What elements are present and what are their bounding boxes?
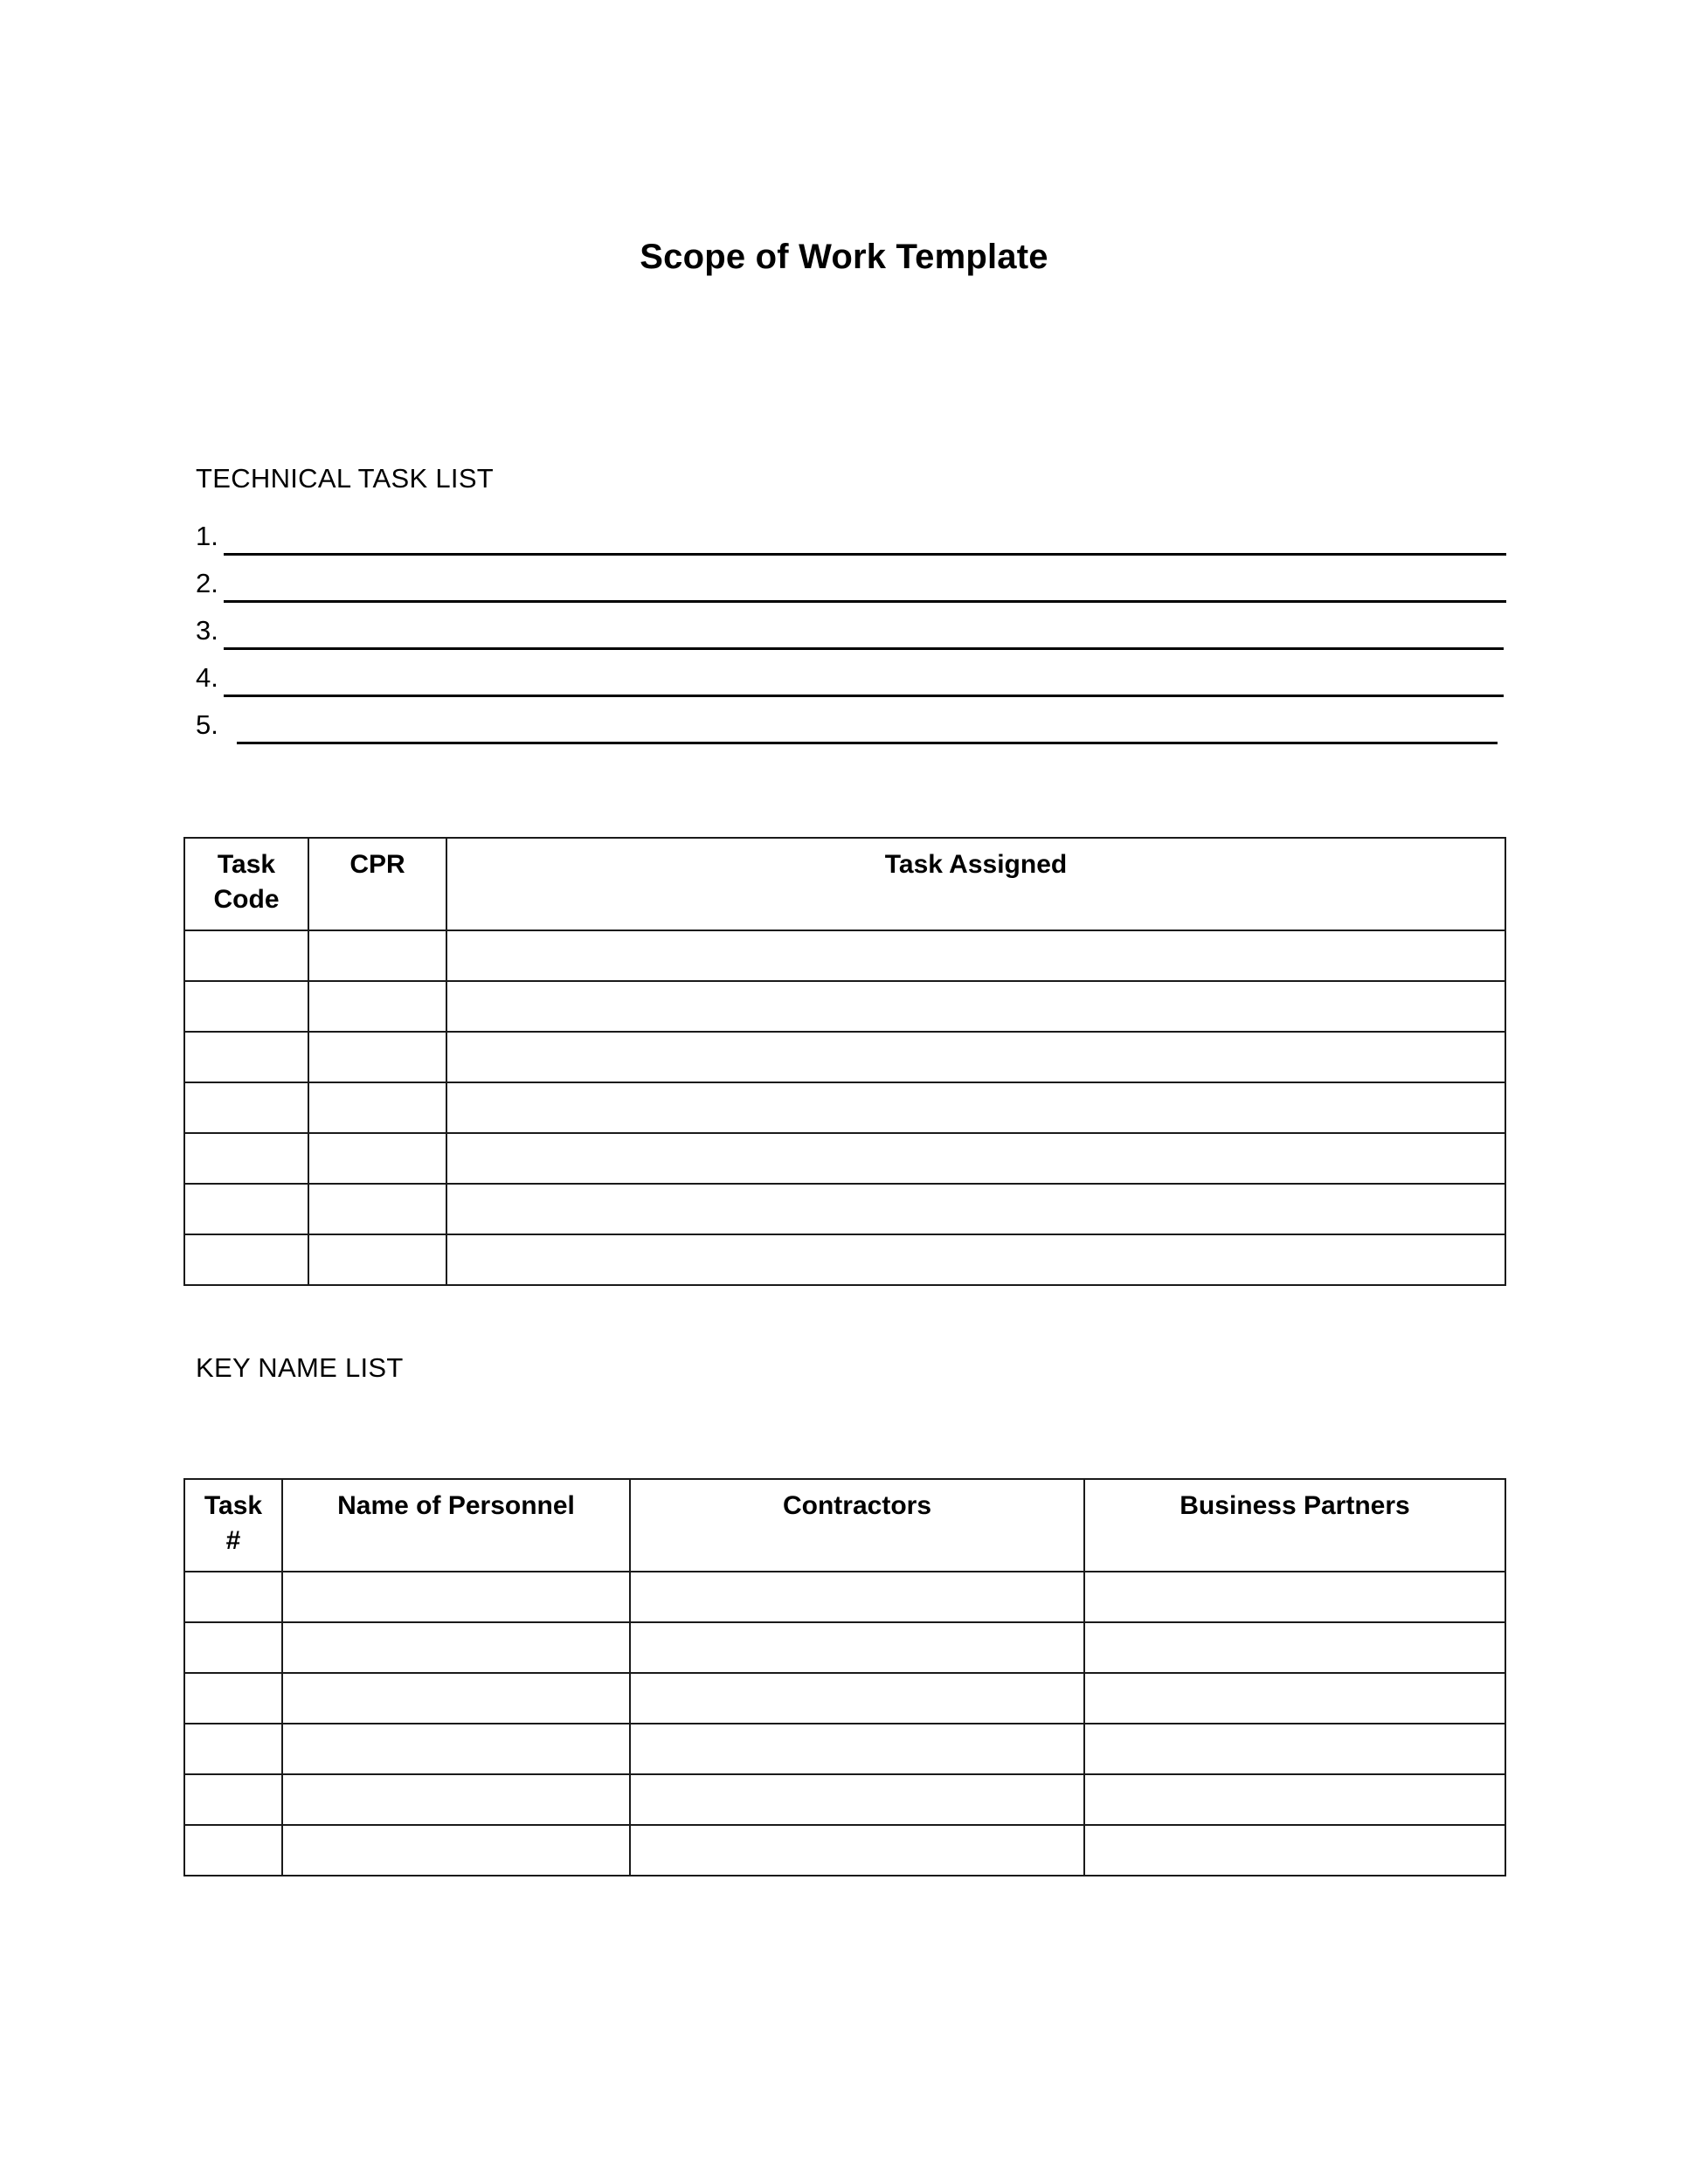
task-table-data-cell[interactable] xyxy=(184,1234,308,1285)
key-table-data-cell[interactable] xyxy=(630,1572,1084,1622)
task-table-data-cell[interactable] xyxy=(308,1032,446,1082)
table-row xyxy=(184,981,1505,1032)
task-table-data-cell[interactable] xyxy=(308,930,446,981)
task-line-row xyxy=(196,708,1506,755)
key-table-data-cell[interactable] xyxy=(184,1724,282,1774)
task-table-header-row xyxy=(184,838,1505,930)
table-row xyxy=(184,1724,1505,1774)
table-row xyxy=(184,1082,1505,1133)
task-line-number: 3. xyxy=(196,615,218,646)
task-table-data-cell[interactable] xyxy=(184,1184,308,1234)
key-table-data-cell[interactable] xyxy=(282,1572,630,1622)
key-table-header-cell xyxy=(1084,1479,1505,1572)
page-title: Scope of Work Template xyxy=(640,238,1048,276)
task-line-input[interactable] xyxy=(224,695,1504,697)
key-table-data-cell[interactable] xyxy=(1084,1622,1505,1673)
task-line-row xyxy=(196,613,1506,660)
table-row xyxy=(184,1572,1505,1622)
key-table-data-cell[interactable] xyxy=(184,1572,282,1622)
task-table-data-cell[interactable] xyxy=(446,930,1505,981)
key-table-data-cell[interactable] xyxy=(282,1673,630,1724)
table-row xyxy=(184,1774,1505,1825)
task-table-data-cell[interactable] xyxy=(446,1184,1505,1234)
key-name-table xyxy=(183,1478,1506,1876)
key-table-data-cell[interactable] xyxy=(1084,1724,1505,1774)
task-line-input[interactable] xyxy=(224,553,1506,556)
key-table-header-row xyxy=(184,1479,1505,1572)
task-table-header-cell xyxy=(184,838,308,930)
table-row xyxy=(184,1032,1505,1082)
task-line-input[interactable] xyxy=(224,600,1506,603)
task-line-row xyxy=(196,519,1506,566)
task-table-data-cell[interactable] xyxy=(308,1133,446,1184)
table-row xyxy=(184,1184,1505,1234)
task-table-data-cell[interactable] xyxy=(446,981,1505,1032)
key-table-data-cell[interactable] xyxy=(184,1622,282,1673)
table-row xyxy=(184,1622,1505,1673)
key-table-data-cell[interactable] xyxy=(630,1622,1084,1673)
key-table-data-cell[interactable] xyxy=(630,1825,1084,1876)
key-table-header-cell xyxy=(630,1479,1084,1572)
key-table-data-cell[interactable] xyxy=(184,1673,282,1724)
task-table-header-label: Code xyxy=(213,884,280,914)
task-line-number: 2. xyxy=(196,568,218,598)
task-table-data-cell[interactable] xyxy=(184,1133,308,1184)
key-table-data-cell[interactable] xyxy=(630,1673,1084,1724)
key-name-list-heading: KEY NAME LIST xyxy=(196,1352,404,1383)
key-table-data-cell[interactable] xyxy=(282,1724,630,1774)
key-table-data-cell[interactable] xyxy=(282,1774,630,1825)
task-table-data-cell[interactable] xyxy=(308,1234,446,1285)
key-table-data-cell[interactable] xyxy=(184,1774,282,1825)
task-line-row xyxy=(196,660,1506,708)
task-table-data-cell[interactable] xyxy=(308,1184,446,1234)
table-row xyxy=(184,1133,1505,1184)
key-table-header-cell xyxy=(282,1479,630,1572)
key-table-data-cell[interactable] xyxy=(630,1724,1084,1774)
key-table-header-label: Task xyxy=(204,1491,263,1520)
task-line-row xyxy=(196,566,1506,613)
task-table-data-cell[interactable] xyxy=(308,1082,446,1133)
table-row xyxy=(184,930,1505,981)
task-table-data-cell[interactable] xyxy=(308,981,446,1032)
key-table-header-row xyxy=(184,1479,1505,1572)
task-table-header-cell xyxy=(446,838,1505,930)
task-table-data-cell[interactable] xyxy=(184,1082,308,1133)
task-table-data-cell[interactable] xyxy=(184,930,308,981)
key-table-body xyxy=(184,1572,1505,1876)
key-table-data-cell[interactable] xyxy=(1084,1774,1505,1825)
key-table-header-label: Contractors xyxy=(782,1491,932,1520)
task-table-header-label: Task Assigned xyxy=(884,850,1068,879)
key-table-data-cell[interactable] xyxy=(1084,1572,1505,1622)
key-table-data-cell[interactable] xyxy=(1084,1673,1505,1724)
table-row xyxy=(184,1673,1505,1724)
task-table-header-label: CPR xyxy=(349,850,405,879)
key-table-data-cell[interactable] xyxy=(184,1825,282,1876)
key-table-header-label: Name of Personnel xyxy=(337,1491,575,1520)
task-line-input[interactable] xyxy=(224,647,1504,650)
key-table-header-cell xyxy=(184,1479,282,1572)
task-table-data-cell[interactable] xyxy=(446,1082,1505,1133)
task-assignment-table xyxy=(183,837,1506,1286)
task-line-input[interactable] xyxy=(237,742,1498,744)
task-table-header-row xyxy=(184,838,1505,930)
key-table-data-cell[interactable] xyxy=(1084,1825,1505,1876)
task-line-number: 4. xyxy=(196,662,218,693)
table-row xyxy=(184,1234,1505,1285)
task-table-data-cell[interactable] xyxy=(446,1234,1505,1285)
task-table-data-cell[interactable] xyxy=(446,1133,1505,1184)
key-table-header-label: Business Partners xyxy=(1180,1491,1410,1520)
task-table-body xyxy=(184,930,1505,1285)
task-table-data-cell[interactable] xyxy=(446,1032,1505,1082)
task-line-number: 1. xyxy=(196,521,218,551)
key-table-header-label: # xyxy=(225,1525,241,1555)
table-row xyxy=(184,1825,1505,1876)
key-table-data-cell[interactable] xyxy=(282,1825,630,1876)
key-table-data-cell[interactable] xyxy=(282,1622,630,1673)
technical-task-list-lines xyxy=(196,519,1506,755)
key-table-data-cell[interactable] xyxy=(630,1774,1084,1825)
technical-task-list-heading: TECHNICAL TASK LIST xyxy=(196,463,495,494)
task-line-number: 5. xyxy=(196,709,218,740)
task-table-data-cell[interactable] xyxy=(184,1032,308,1082)
task-table-data-cell[interactable] xyxy=(184,981,308,1032)
task-table-header-cell xyxy=(308,838,446,930)
task-table-header-label: Task xyxy=(217,850,276,879)
